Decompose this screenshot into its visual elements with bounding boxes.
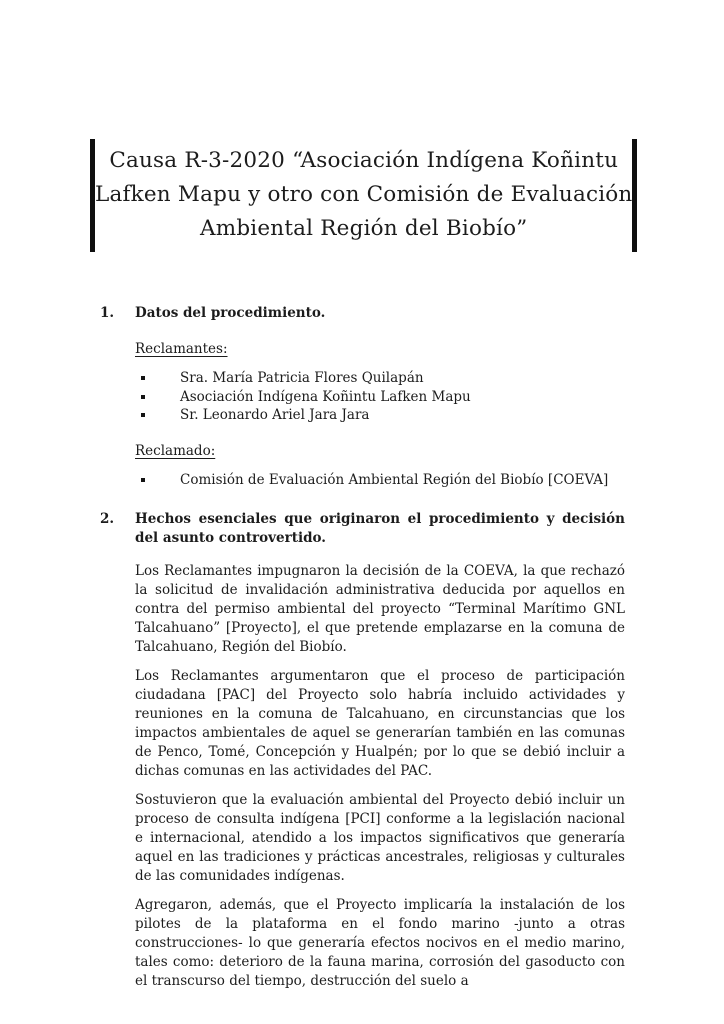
title-rule-right (632, 139, 637, 252)
section-number: 1. (100, 305, 115, 321)
section-body (135, 323, 625, 489)
square-bullet-icon (141, 413, 145, 417)
section-heading: Datos del procedimiento. (135, 305, 326, 321)
section-datos-del-procedimiento (100, 304, 625, 489)
case-title-line-2: Lafken Mapu y otro con Comisión de Evaluación (95, 182, 633, 207)
reclamado-label: Reclamado: (135, 442, 216, 459)
reclamantes-label: Reclamantes: (135, 341, 228, 357)
section-hechos-esenciales (100, 510, 625, 991)
reclamantes-group (135, 340, 625, 425)
document-body (100, 304, 625, 991)
list-item (135, 388, 625, 407)
case-title-line-1: Causa R-3-2020 “Asociación Indígena Koñintu (109, 148, 619, 173)
list-item-text: Asociación Indígena Koñintu Lafken Mapu (180, 388, 471, 405)
list-item (135, 369, 625, 388)
section-heading: Hechos esenciales que originaron el procedimiento y decisión del asunto controvertido. (135, 511, 625, 546)
section-number: 2. (100, 511, 115, 527)
list-item-text: Sr. Leonardo Ariel Jara Jara (180, 407, 370, 423)
list-item-text: Comisión de Evaluación Ambiental Región del Biobío [COEVA] (180, 471, 609, 488)
square-bullet-icon (141, 376, 145, 380)
square-bullet-icon (141, 395, 145, 399)
list-item-text: Sra. María Patricia Flores Quilapán (180, 370, 424, 386)
case-title-line-3: Ambiental Región del Biobío” (200, 216, 528, 241)
square-bullet-icon (141, 478, 145, 482)
case-title-block (90, 139, 633, 252)
reclamado-list (135, 471, 625, 490)
paragraph: Agregaron, además, que el Proyecto implicaría la instalación de los pilotes de la plataforma en el fondo marino -junto a otras construcciones- lo que generaría efectos nocivos en el medio marino, tales como: deterioro de la fauna marina, corrosión del gasoducto con el transcurso del tiempo, destrucción del suelo a (135, 897, 625, 989)
reclamantes-list (135, 369, 625, 425)
section-body (135, 552, 625, 991)
paragraph: Sostuvieron que la evaluación ambiental del Proyecto debió incluir un proceso de consulta indígena [PCI] conforme a la legislación nacional e internacional, atendido a los impactos significativos que generaría aquel en las tradiciones y prácticas ancestrales, religiosas y culturales de las comunidades indígenas. (135, 792, 625, 884)
list-item (135, 406, 625, 425)
paragraph: Los Reclamantes argumentaron que el proceso de participación ciudadana [PAC] del Proyecto solo habría incluido actividades y reuniones en la comuna de Talcahuano, en circunstancias que los impactos ambientales de aquel se generarían también en las comunas de Penco, Tomé, Concepción y Hualpén; por lo que se debió incluir a dichas comunas en las actividades del PAC. (135, 668, 625, 779)
reclamado-group (135, 442, 625, 490)
case-title (95, 139, 632, 252)
list-item (135, 471, 625, 490)
paragraph: Los Reclamantes impugnaron la decisión de la COEVA, la que rechazó la solicitud de invalidación administrativa deducida por aquellos en contra del permiso ambiental del proyecto “Terminal Marítimo GNL Talcahuano” [Proyecto], el que pretende emplazarse en la comuna de Talcahuano, Región del Biobío. (135, 563, 625, 655)
